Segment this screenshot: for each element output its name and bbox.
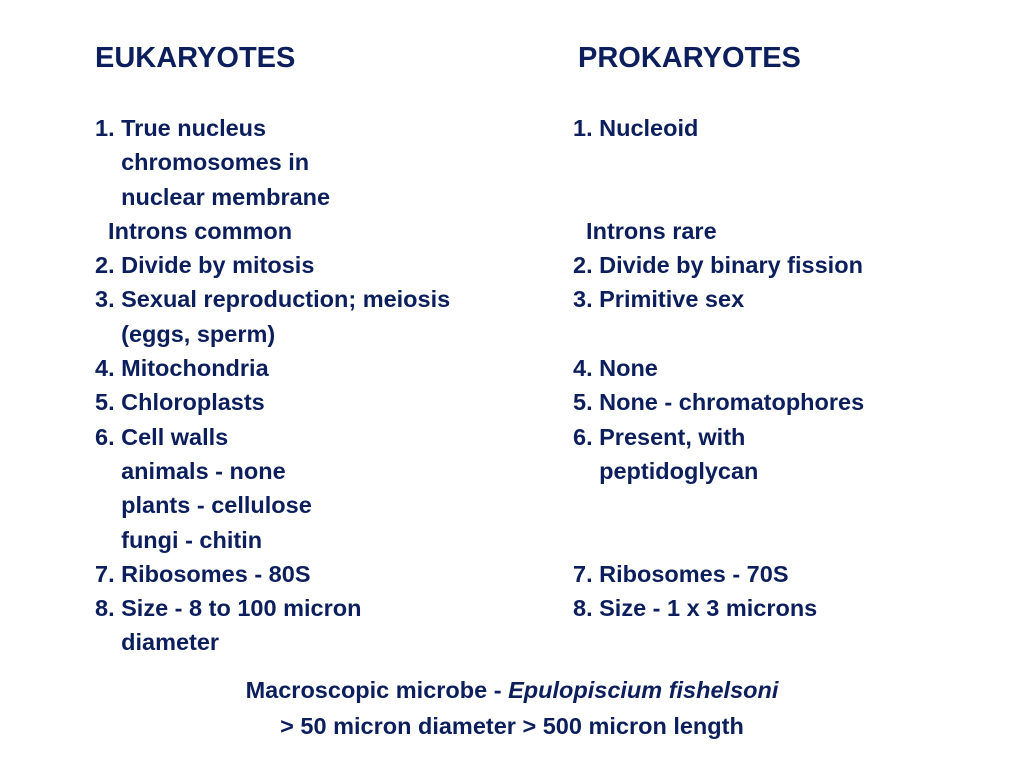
prokaryotes-heading: PROKARYOTES <box>578 42 801 74</box>
prokaryotes-line: 1. Nucleoid <box>573 115 699 141</box>
eukaryotes-line: 3. Sexual reproduction; meiosis <box>95 286 451 313</box>
footer-line-1 <box>0 672 1024 708</box>
prokaryotes-line <box>573 488 864 522</box>
eukaryotes-line: 7. Ribosomes - 80S <box>95 560 311 587</box>
eukaryotes-line: fungi - chitin <box>95 526 263 553</box>
footer-prefix: Macroscopic microbe - <box>245 677 509 703</box>
prokaryotes-line: 7. Ribosomes - 70S <box>573 560 789 587</box>
eukaryotes-line: 5. Chloroplasts <box>95 389 265 416</box>
prokaryotes-line: Introns rare <box>573 217 717 244</box>
prokaryotes-line: 3. Primitive sex <box>573 286 745 313</box>
prokaryotes-line: 2. Divide by binary fission <box>573 252 863 279</box>
eukaryotes-column <box>95 111 450 660</box>
prokaryotes-line <box>573 180 864 214</box>
footer-line-2: > 50 micron diameter > 500 micron length <box>280 713 744 739</box>
eukaryotes-line: 6. Cell walls <box>95 423 229 450</box>
eukaryotes-line: 4. Mitochondria <box>95 355 269 382</box>
eukaryotes-heading: EUKARYOTES <box>95 42 296 74</box>
eukaryotes-line: 8. Size - 8 to 100 micron <box>95 595 362 622</box>
prokaryotes-line: 8. Size - 1 x 3 microns <box>573 595 818 622</box>
eukaryotes-line: 2. Divide by mitosis <box>95 252 315 279</box>
eukaryotes-line: plants - cellulose <box>95 492 312 519</box>
eukaryotes-line: (eggs, sperm) <box>95 320 276 347</box>
prokaryotes-line <box>573 625 864 659</box>
prokaryotes-line <box>573 523 864 557</box>
eukaryotes-line: chromosomes in <box>95 149 310 176</box>
eukaryotes-line: animals - none <box>95 457 286 484</box>
species-name: Epulopiscium fishelsoni <box>508 677 779 703</box>
prokaryotes-line: 4. None <box>573 355 658 382</box>
footer-note <box>0 672 1024 744</box>
prokaryotes-line: 6. Present, with <box>573 423 746 450</box>
prokaryotes-line: peptidoglycan <box>573 457 759 484</box>
eukaryotes-line: 1. True nucleus <box>95 115 267 141</box>
eukaryotes-line: Introns common <box>95 217 293 244</box>
prokaryotes-line: 5. None - chromatophores <box>573 389 865 416</box>
prokaryotes-column <box>573 111 864 660</box>
eukaryotes-line: nuclear membrane <box>95 183 331 210</box>
prokaryotes-line <box>573 145 864 179</box>
prokaryotes-line <box>573 317 864 351</box>
eukaryotes-line: diameter <box>95 629 220 656</box>
